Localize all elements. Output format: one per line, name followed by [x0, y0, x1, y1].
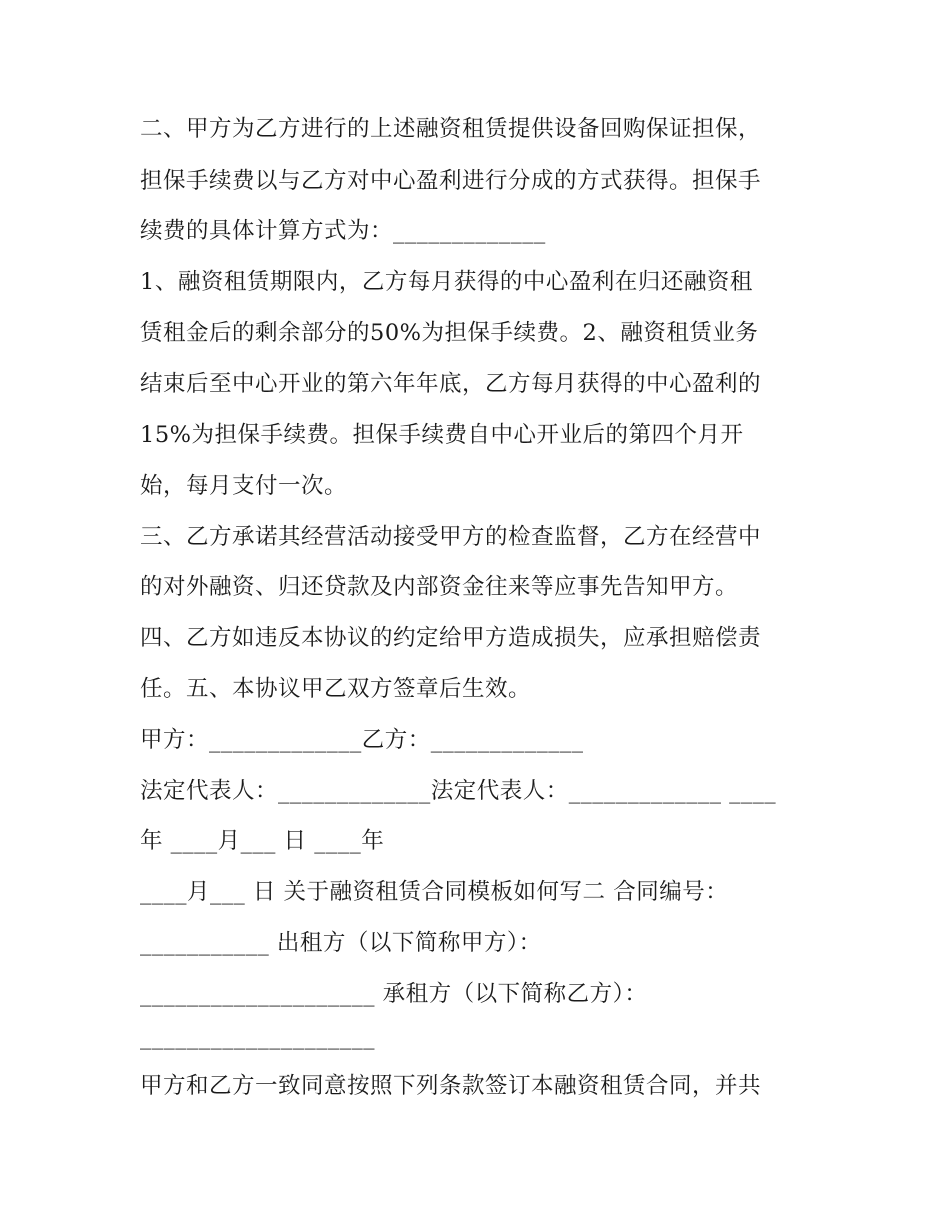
text-line: 三、乙方承诺其经营活动接受甲方的检查监督，乙方在经营中 — [140, 524, 762, 550]
text-line: 甲方和乙方一致同意按照下列条款签订本融资租赁合同，并共 — [140, 1073, 762, 1099]
text-line: 四、乙方如违反本协议的约定给甲方造成损失，应承担赔偿责 — [140, 625, 762, 651]
text-line: 15%为担保手续费。担保手续费自中心开业后的第四个月开 — [140, 422, 744, 448]
text-line: 1、融资租赁期限内，乙方每月获得的中心盈利在归还融资租 — [140, 269, 753, 295]
lessee-line: ____________________ 承租方（以下简称乙方）： — [140, 981, 648, 1007]
legal-representative-line: 法定代表人：_____________法定代表人：_____________ ____ — [140, 778, 777, 804]
blank-line: ____________________ — [140, 1024, 375, 1050]
text-line: 始，每月支付一次。 — [140, 473, 348, 499]
text-line: 担保手续费以与乙方对中心盈利进行分成的方式获得。担保手 — [140, 168, 762, 194]
contract-number-line: ____月___ 日 关于融资租赁合同模板如何写二 合同编号： — [140, 879, 729, 905]
date-line: 年 ____月___ 日 ____年 — [140, 828, 385, 854]
text-line: 二、甲方为乙方进行的上述融资租赁提供设备回购保证担保， — [140, 116, 762, 142]
text-line: 任。五、本协议甲乙双方签章后生效。 — [140, 676, 532, 702]
text-line: 赁租金后的剩余部分的50%为担保手续费。2、融资租赁业务 — [140, 320, 759, 346]
text-line: 的对外融资、归还贷款及内部资金往来等应事先告知甲方。 — [140, 574, 739, 600]
signature-party-line: 甲方：_____________乙方：_____________ — [140, 727, 584, 753]
text-line: 续费的具体计算方式为：_____________ — [140, 218, 546, 244]
lessor-line: ___________ 出租方（以下简称甲方）： — [140, 930, 542, 956]
text-line: 结束后至中心开业的第六年年底，乙方每月获得的中心盈利的 — [140, 371, 762, 397]
